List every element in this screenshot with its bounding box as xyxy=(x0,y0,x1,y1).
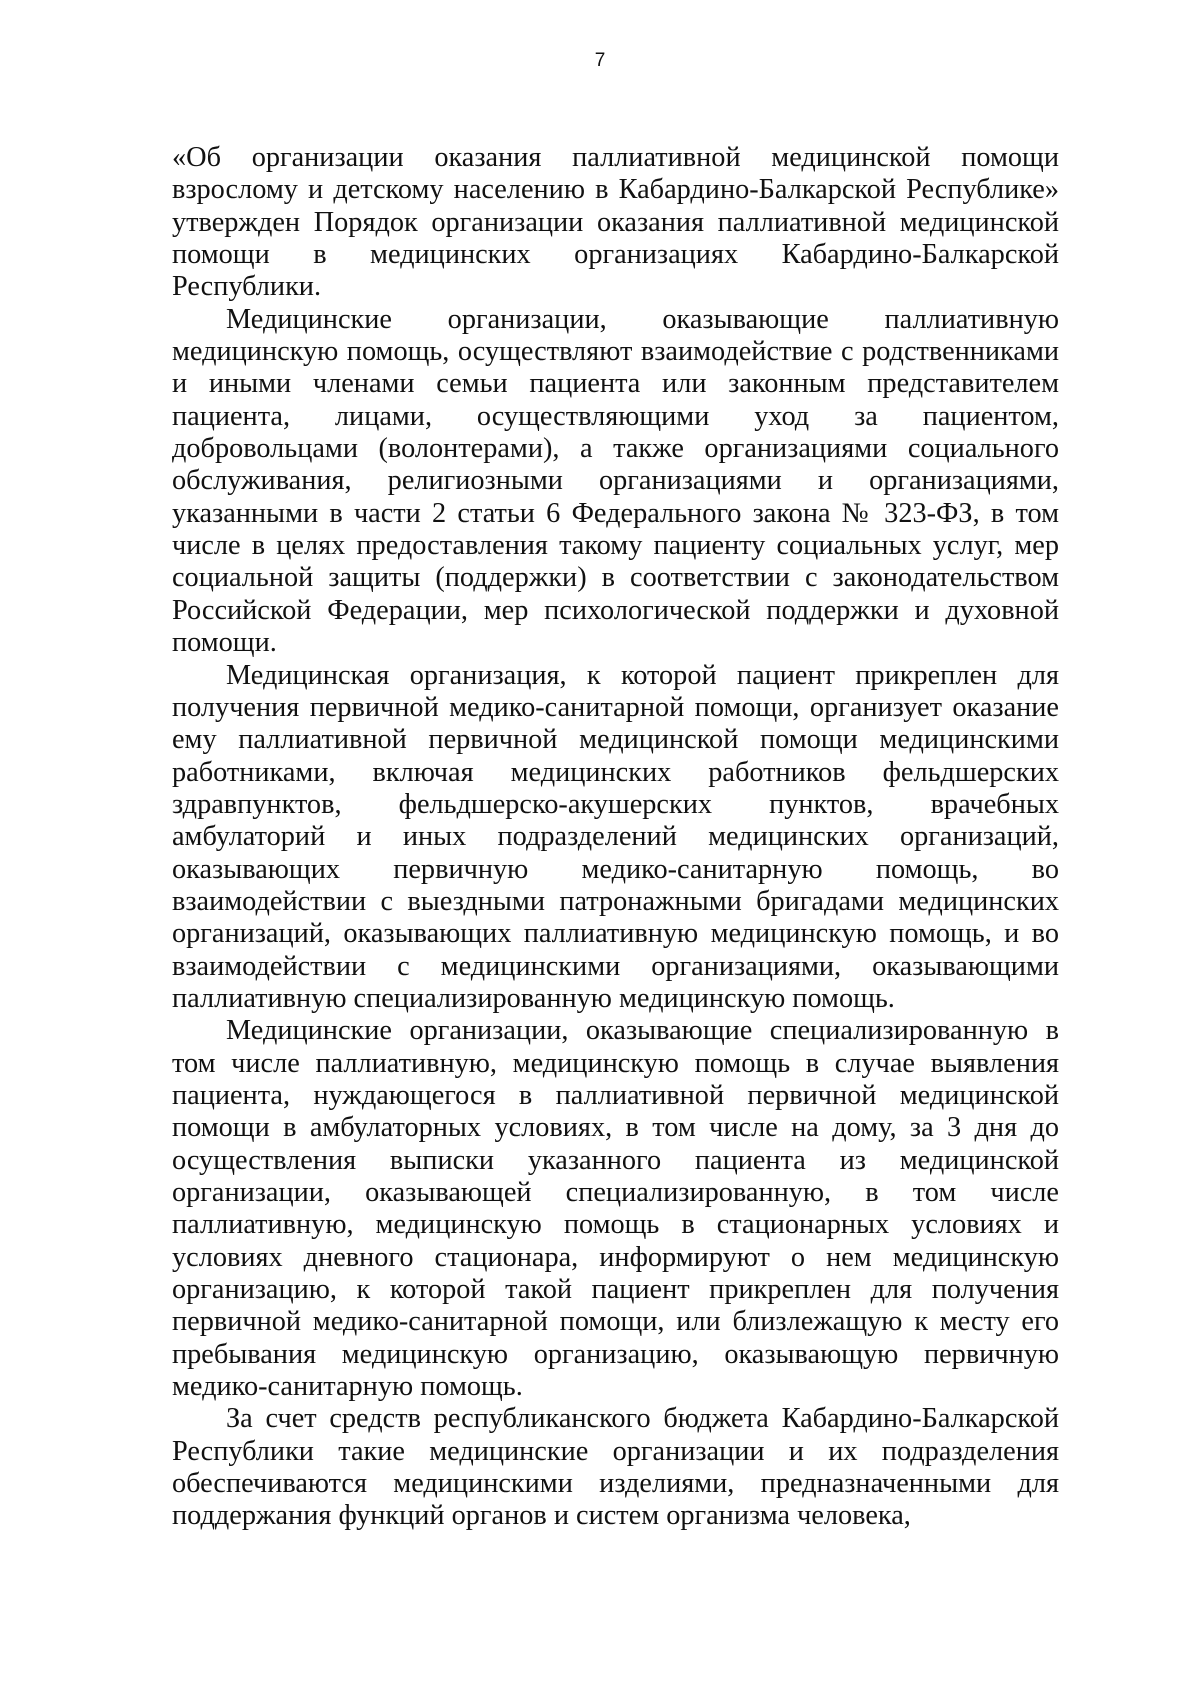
paragraph: Медицинские организации, оказывающие специализированную в том числе паллиативную, медицинскую помощь в случае выявления пациента, нуждающегося в паллиативной первичной медицинской помощи в амбулаторных условиях, в том числе на дому, за 3 дня до осуществления выписки указанного пациента из медицинской организации, оказывающей специализированную, в том числе паллиативную, медицинскую помощь в стационарных условиях и условиях дневного стационара, информируют о нем медицинскую организацию, к которой такой пациент прикреплен для получения первичной медико-санитарной помощи, или близлежащую к месту его пребывания медицинскую организацию, оказывающую первичную медико-санитарную помощь. xyxy=(172,1015,1059,1403)
paragraph-continuation: «Об организации оказания паллиативной медицинской помощи взрослому и детскому населению в Кабардино-Балкарской Республике» утвержден Порядок организации оказания паллиативной медицинской помощи в медицинских организациях Кабардино-Балкарской Республики. xyxy=(172,142,1059,303)
paragraph: Медицинские организации, оказывающие паллиативную медицинскую помощь, осуществляют взаимодействие с родственниками и иными членами семьи пациента или законным представителем пациента, лицами, осуществляющими уход за пациентом, добровольцами (волонтерами), а также организациями социального обслуживания, религиозными организациями и организациями, указанными в части 2 статьи 6 Федерального закона № 323-ФЗ, в том числе в целях предоставления такому пациенту социальных услуг, мер социальной защиты (поддержки) в соответствии с законодательством Российской Федерации, мер психологической поддержки и духовной помощи. xyxy=(172,303,1059,659)
page-number: 7 xyxy=(594,50,606,71)
paragraph: За счет средств республиканского бюджета Кабардино-Балкарской Республики такие медицинские организации и их подразделения обеспечиваются медицинскими изделиями, предназначенными для поддержания функций органов и систем организма человека, xyxy=(172,1403,1059,1532)
paragraph: Медицинская организация, к которой пациент прикреплен для получения первичной медико-санитарной помощи, организует оказание ему паллиативной первичной медицинской помощи медицинскими работниками, включая медицинских работников фельдшерских здравпунктов, фельдшерско-акушерских пунктов, врачебных амбулаторий и иных подразделений медицинских организаций, оказывающих первичную медико-санитарную помощь, во взаимодействии с выездными патронажными бригадами медицинских организаций, оказывающих паллиативную медицинскую помощь, и во взаимодействии с медицинскими организациями, оказывающими паллиативную специализированную медицинскую помощь. xyxy=(172,659,1059,1014)
document-body xyxy=(172,142,1059,1533)
